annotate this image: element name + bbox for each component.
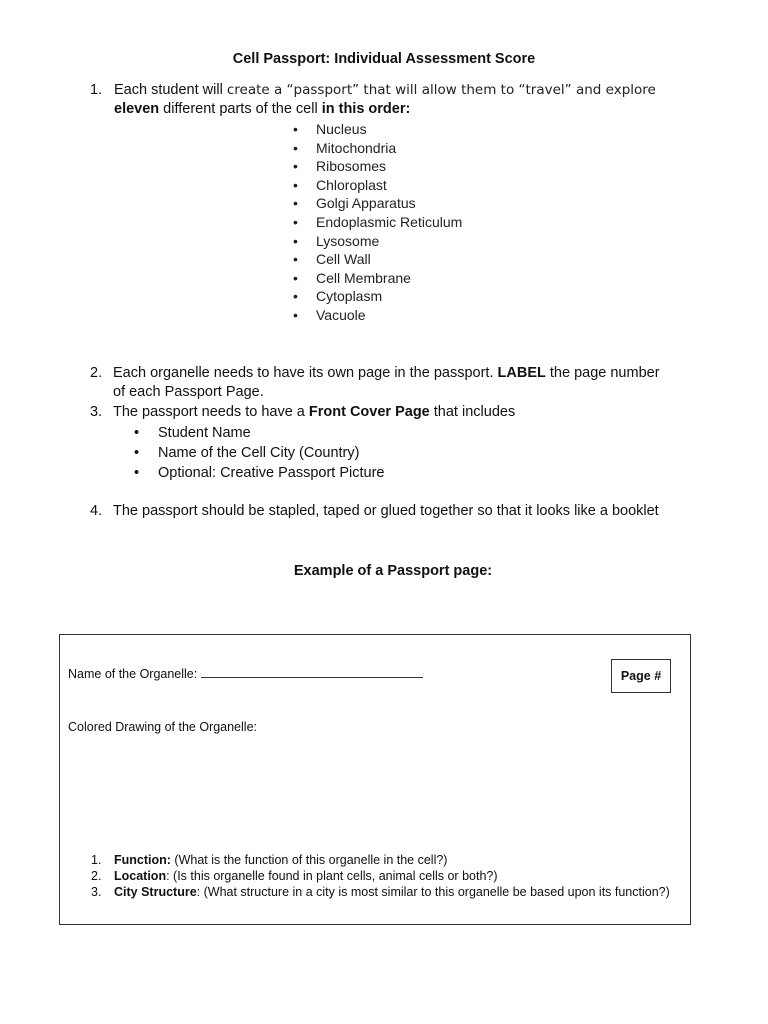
instruction-2-text-a: Each organelle needs to have its own page in the passport. [113, 365, 498, 381]
instruction-1-text-b: create a “passport” that will allow them to “travel” and explore [226, 82, 656, 98]
instruction-2-label: LABEL [497, 365, 546, 381]
question-heading: City Structure [114, 885, 197, 899]
instruction-1-eleven: eleven [114, 101, 160, 117]
list-item: • Golgi Apparatus [293, 194, 462, 213]
list-item [91, 852, 670, 868]
instruction-1-text-c: different parts of the cell [159, 101, 322, 117]
list-item [91, 868, 670, 884]
instruction-1-order: in this order: [321, 101, 411, 117]
list-item: • Nucleus [293, 120, 462, 139]
instruction-2 [90, 364, 670, 402]
list-item: • Name of the Cell City (Country) [134, 443, 384, 463]
question-number: 3. [91, 885, 102, 899]
example-heading: Example of a Passport page: [293, 563, 493, 579]
drawing-label: Colored Drawing of the Organelle: [68, 720, 257, 734]
instruction-1-text-a: Each student will [114, 82, 227, 98]
question-text: (What is the function of this organelle in the cell?) [170, 853, 448, 867]
list-item [91, 884, 670, 900]
question-text: : (Is this organelle found in plant cells, animal cells or both?) [166, 869, 498, 883]
instruction-3-front-cover: Front Cover Page [308, 404, 430, 420]
list-item: • Ribosomes [293, 157, 462, 176]
list-item: • Cell Membrane [293, 269, 462, 288]
list-item: • Student Name [134, 423, 384, 443]
instruction-3-text-a: The passport needs to have a [113, 404, 309, 420]
list-item: • Mitochondria [293, 139, 462, 158]
document-title: Cell Passport: Individual Assessment Score [232, 51, 536, 67]
front-cover-list [134, 423, 384, 483]
instruction-3-text-b: that includes [429, 404, 516, 420]
instruction-4-number: 4. [90, 503, 103, 519]
instruction-4 [90, 502, 670, 521]
question-heading: Location [114, 869, 167, 883]
question-number: 2. [91, 869, 102, 883]
list-item: • Vacuole [293, 306, 462, 325]
list-item: • Lysosome [293, 232, 462, 251]
list-item: • Chloroplast [293, 176, 462, 195]
instruction-1 [90, 81, 690, 119]
question-number: 1. [91, 853, 102, 867]
instruction-3 [90, 403, 670, 422]
organelle-name-blank [201, 667, 423, 678]
instruction-2-text-b: the page number of each Passport Page. [113, 365, 660, 400]
question-list [91, 852, 670, 900]
instruction-3-number: 3. [90, 404, 103, 420]
list-item: • Optional: Creative Passport Picture [134, 463, 384, 483]
instruction-2-number: 2. [90, 365, 103, 381]
question-heading: Function: [114, 853, 171, 867]
organelle-list [293, 120, 462, 325]
page-number-box: Page # [611, 659, 671, 693]
organelle-name-label: Name of the Organelle: [68, 667, 198, 681]
list-item: • Cell Wall [293, 250, 462, 269]
list-item: • Endoplasmic Reticulum [293, 213, 462, 232]
question-text: : (What structure in a city is most similar to this organelle be based upon its function?) [196, 885, 670, 899]
instruction-4-text: The passport should be stapled, taped or glued together so that it looks like a booklet [113, 503, 659, 519]
organelle-name-field [68, 667, 423, 681]
instruction-1-number: 1. [90, 82, 103, 98]
list-item: • Cytoplasm [293, 287, 462, 306]
passport-page-example [59, 634, 691, 925]
